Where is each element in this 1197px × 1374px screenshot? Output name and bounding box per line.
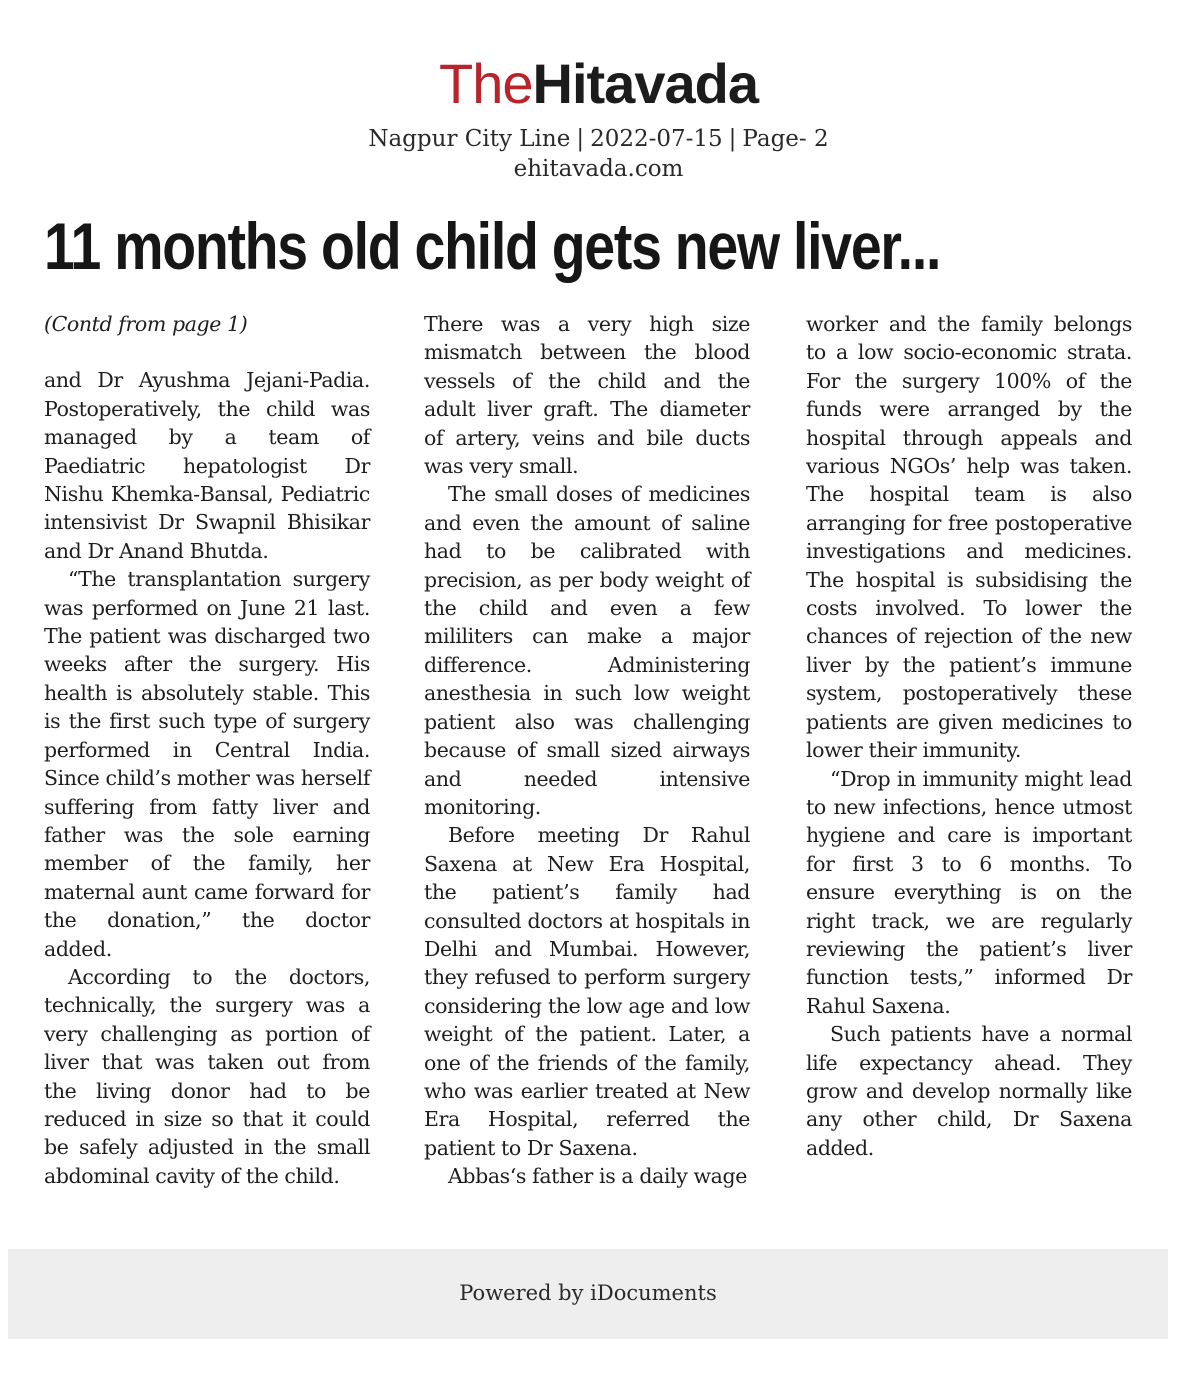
paragraph: Abbas‘s father is a daily wage <box>448 1164 747 1189</box>
edition-info <box>0 124 1197 154</box>
website-link[interactable]: ehitavada.com <box>513 156 684 182</box>
footer-bar <box>8 1249 1168 1339</box>
paragraph: According to the doctors, technically, the surgery was a very challenging as portion of liver that was taken out from the living donor had to be reduced in size so that it could be safely adjusted in the small abdominal cavity of the child. <box>44 964 370 1188</box>
paragraph: The small doses of medicines and even the amount of saline had to be calibrated with precision, as per body weight of the child and even a few mililiters can make a major difference. Administering anesthesia in such low weight patient also was challenging because of small sized airways and needed intensive monitoring. <box>424 482 750 819</box>
masthead-name: Hitavada <box>532 52 758 115</box>
paragraph: and Dr Ayushma Jejani-Padia. Postoperatively, the child was managed by a team of Paediatric hepatologist Dr Nishu Khemka-Bansal, Pediatric intensivist Dr Swapnil Bhisikar and Dr Anand Bhutda. <box>44 368 370 563</box>
separator: | <box>728 126 737 152</box>
article-column-1 <box>44 310 370 1190</box>
continued-note: (Contd from page 1) <box>44 312 248 336</box>
article-column-3 <box>806 310 1132 1162</box>
paragraph: “The transplantation surgery was performed on June 21 last. The patient was discharged two weeks after the surgery. His health is absolutely stable. This is the first such type of surgery performed in Central India. Since child’s mother was herself suffering from fatty liver and father was the sole earning member of the family, her maternal aunt came forward for the donation,” the doctor added. <box>44 567 371 961</box>
page-number: Page- 2 <box>742 126 829 152</box>
paragraph: worker and the family belongs to a low socio-economic strata. For the surgery 100% of the funds were arranged by the hospital through appeals and various NGOs’ help was taken. The hospital team is also arranging for free postoperative investigations and medicines. The hospital is subsidising the costs involved. To lower the chances of rejection of the new liver by the patient’s immune system, postoperatively these patients are given medicines to lower their immunity. <box>806 312 1132 763</box>
article-headline: 11 months old child gets new liver... <box>44 209 941 283</box>
paragraph: There was a very high size mismatch between the blood vessels of the child and the adult liver graft. The diameter of artery, veins and bile ducts was very small. <box>424 312 750 479</box>
separator: | <box>576 126 585 152</box>
paragraph: Before meeting Dr Rahul Saxena at New Era Hospital, the patient’s family had consulted doctors at hospitals in Delhi and Mumbai. However, they refused to perform surgery considering the low age and low weight of the patient. Later, a one of the friends of the family, who was earlier treated at New Era Hospital, referred the patient to Dr Saxena. <box>424 823 750 1160</box>
masthead-the: The <box>439 52 533 115</box>
edition-name: Nagpur City Line <box>368 126 571 152</box>
powered-by-text: Powered by iDocuments <box>459 1281 717 1305</box>
edition-date: 2022-07-15 <box>590 126 723 152</box>
masthead-logo <box>0 52 1197 116</box>
paragraph: “Drop in immunity might lead to new infections, hence utmost hygiene and care is important for first 3 to 6 months. To ensure everything is on the right track, we are regularly reviewing the patient’s liver function tests,” informed Dr Rahul Saxena. <box>806 766 1132 1018</box>
article-column-2 <box>424 310 750 1191</box>
paragraph: Such patients have a normal life expectancy ahead. They grow and develop normally like any other child, Dr Saxena added. <box>806 1022 1132 1160</box>
